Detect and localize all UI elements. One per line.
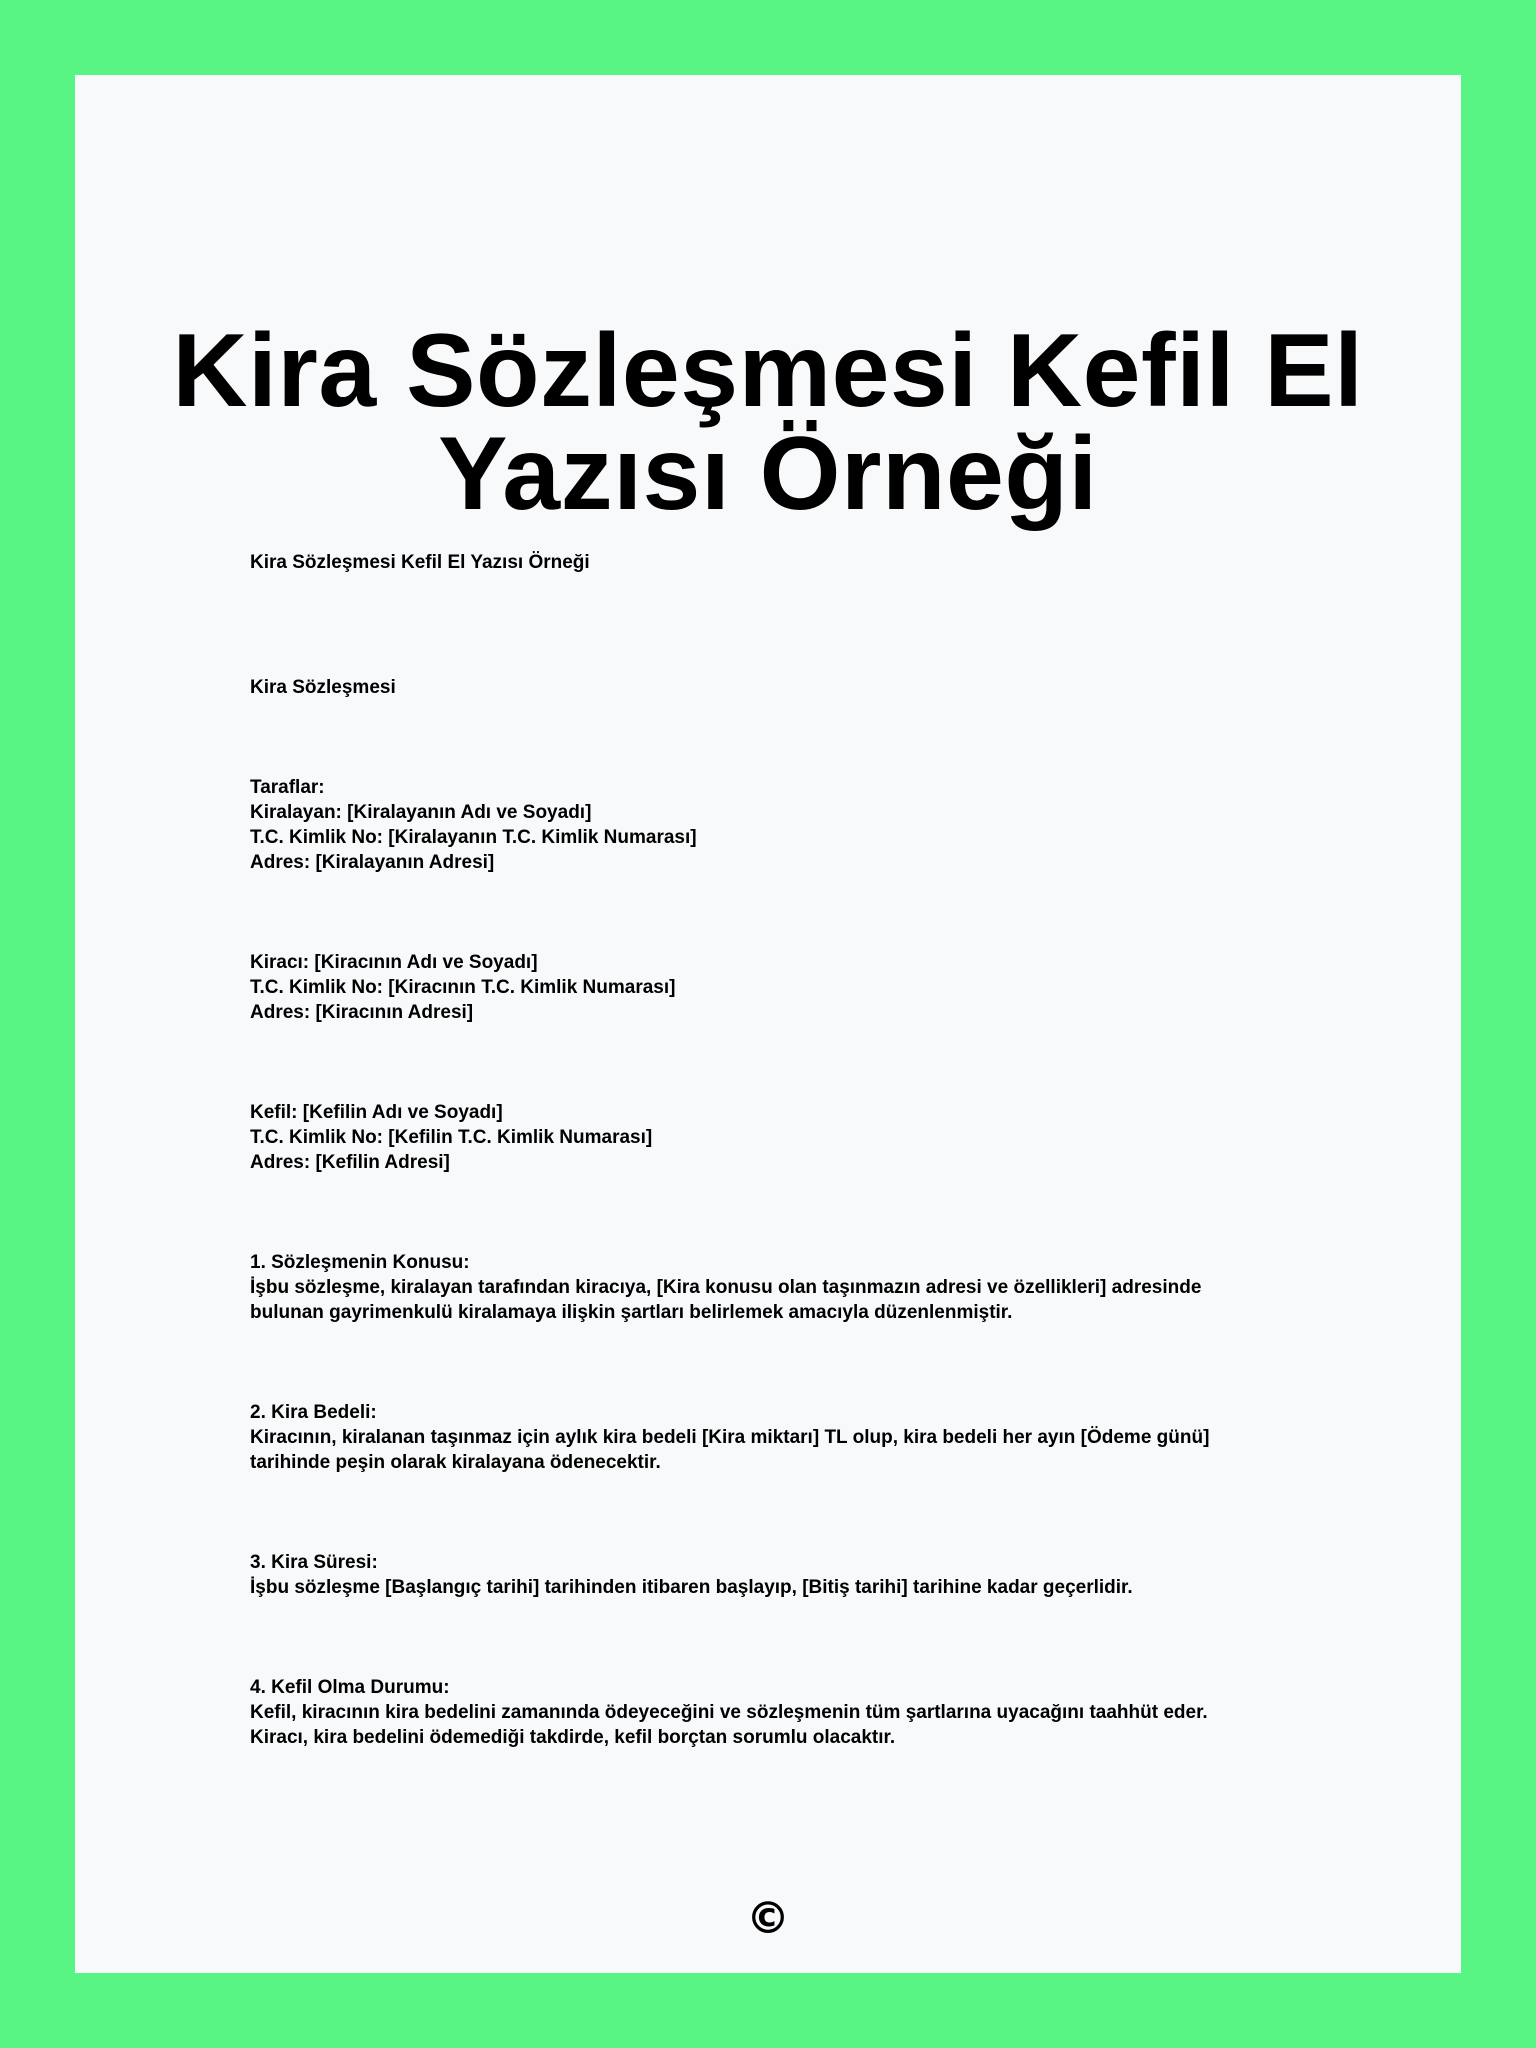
section-guarantor	[250, 1675, 1370, 1750]
section-rent-amount-line-2: tarihinde peşin olarak kiralayana ödenecektir.	[250, 1452, 661, 1473]
landlord-name: Kiralayan: [Kiralayanın Adı ve Soyadı]	[250, 802, 592, 823]
parties-label: Taraflar:	[250, 777, 325, 798]
section-rent-term-line-1: İşbu sözleşme [Başlangıç tarihi] tarihinden itibaren başlayıp, [Bitiş tarihi] tarihine kadar geçerlidir.	[250, 1577, 1133, 1598]
page-title	[75, 313, 1461, 532]
section-subject-line-2: bulunan gayrimenkulü kiralamaya ilişkin şartları belirlemek amacıyla düzenlenmiştir.	[250, 1302, 1013, 1323]
section-subject	[250, 1250, 1370, 1325]
tenant-name: Kiracı: [Kiracının Adı ve Soyadı]	[250, 952, 538, 973]
page-title-line-1: Kira Sözleşmesi Kefil El	[172, 313, 1364, 429]
document-heading: Kira Sözleşmesi Kefil El Yazısı Örneği	[250, 552, 590, 573]
section-subject-title: 1. Sözleşmenin Konusu:	[250, 1252, 470, 1273]
guarantor-block	[250, 1100, 1370, 1175]
document-page	[75, 75, 1461, 1973]
section-rent-term	[250, 1550, 1370, 1600]
tenant-block	[250, 950, 1370, 1025]
guarantor-address: Adres: [Kefilin Adresi]	[250, 1152, 450, 1173]
guarantor-id: T.C. Kimlik No: [Kefilin T.C. Kimlik Numarası]	[250, 1127, 653, 1148]
section-rent-term-title: 3. Kira Süresi:	[250, 1552, 378, 1573]
page-title-line-2: Yazısı Örneği	[438, 416, 1098, 532]
section-subject-line-1: İşbu sözleşme, kiralayan tarafından kiracıya, [Kira konusu olan taşınmazın adresi ve özellikleri] adresinde	[250, 1277, 1202, 1298]
guarantor-name: Kefil: [Kefilin Adı ve Soyadı]	[250, 1102, 503, 1123]
section-guarantor-line-1: Kefil, kiracının kira bedelini zamanında ödeyeceğini ve sözleşmenin tüm şartlarına uyacağını taahhüt eder.	[250, 1702, 1208, 1723]
landlord-id: T.C. Kimlik No: [Kiralayanın T.C. Kimlik Numarası]	[250, 827, 697, 848]
tenant-address: Adres: [Kiracının Adresi]	[250, 1002, 474, 1023]
section-rent-amount	[250, 1400, 1370, 1475]
section-guarantor-line-2: Kiracı, kira bedelini ödemediği takdirde, kefil borçtan sorumlu olacaktır.	[250, 1727, 896, 1748]
section-rent-amount-line-1: Kiracının, kiralanan taşınmaz için aylık kira bedeli [Kira miktarı] TL olup, kira bedeli her ayın [Ödeme günü]	[250, 1427, 1210, 1448]
landlord-address: Adres: [Kiralayanın Adresi]	[250, 852, 495, 873]
tenant-id: T.C. Kimlik No: [Kiracının T.C. Kimlik Numarası]	[250, 977, 676, 998]
document-body	[250, 550, 1370, 1750]
section-guarantor-title: 4. Kefil Olma Durumu:	[250, 1677, 450, 1698]
parties-landlord-block	[250, 775, 1370, 875]
copyright-icon: ©	[746, 1893, 790, 1944]
document-subtitle: Kira Sözleşmesi	[250, 677, 396, 698]
section-rent-amount-title: 2. Kira Bedeli:	[250, 1402, 377, 1423]
